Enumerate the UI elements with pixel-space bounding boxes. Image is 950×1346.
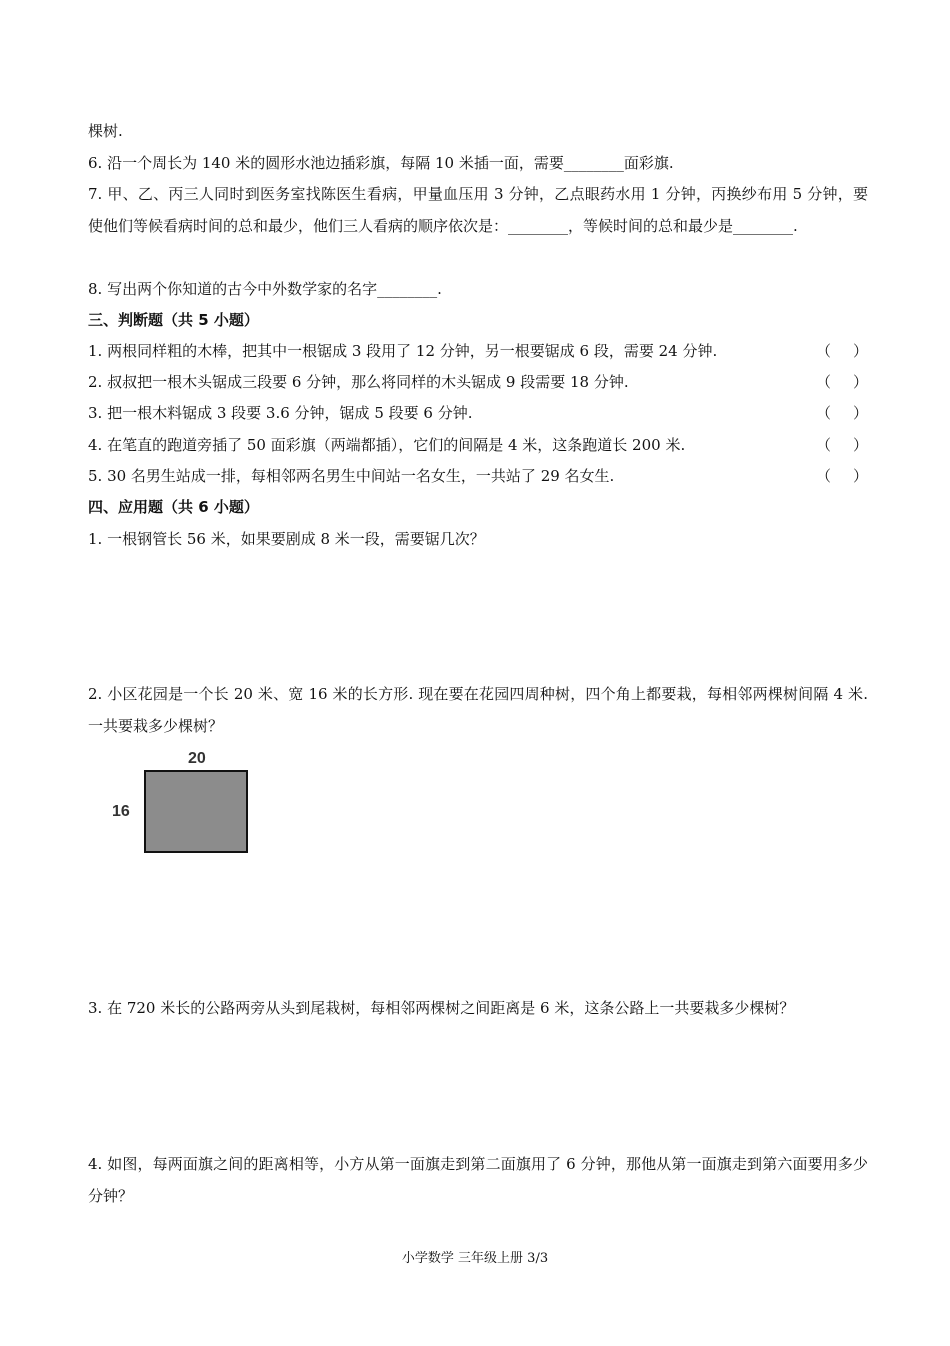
paren-open: （ bbox=[816, 467, 832, 485]
apply-question-2: 2. 小区花园是一个长 20 米、宽 16 米的长方形. 现在要在花园四周种树，四个角上都要栽，每相邻两棵树间隔 4 米. 一共要栽多少棵树？ bbox=[88, 685, 868, 735]
paren-open: （ bbox=[816, 373, 832, 391]
fill-question-8: 8. 写出两个你知道的古今中外数学家的名字________. bbox=[88, 280, 442, 298]
answer-parens[interactable] bbox=[816, 403, 868, 423]
height-label: 16 bbox=[112, 803, 130, 820]
answer-parens[interactable] bbox=[816, 435, 868, 455]
paren-close: ） bbox=[852, 436, 868, 454]
answer-parens[interactable] bbox=[816, 372, 868, 392]
answer-parens[interactable] bbox=[816, 466, 868, 486]
apply-question-1: 1. 一根钢管长 56 米，如果要剧成 8 米一段，需要锯几次？ bbox=[88, 530, 485, 548]
garden-rectangle-figure bbox=[108, 750, 258, 860]
apply-question-3: 3. 在 720 米长的公路两旁从头到尾栽树，每相邻两棵树之间距离是 6 米，这条公路上一共要栽多少棵树？ bbox=[88, 999, 795, 1017]
paren-close: ） bbox=[852, 404, 868, 422]
paren-open: （ bbox=[816, 436, 832, 454]
judge-section-heading: 三、判断题（共 5 小题） bbox=[88, 311, 259, 329]
apply-section-heading: 四、应用题（共 6 小题） bbox=[88, 498, 259, 516]
judge-item-text: 2. 叔叔把一根木头锯成三段要 6 分钟，那么将同样的木头锯成 9 段需要 18 分钟. bbox=[88, 373, 629, 391]
q5-tail: 棵树. bbox=[88, 122, 123, 140]
paren-open: （ bbox=[816, 342, 832, 360]
garden-rectangle bbox=[144, 770, 248, 853]
paren-close: ） bbox=[852, 373, 868, 391]
paren-close: ） bbox=[852, 467, 868, 485]
judge-item-text: 5. 30 名男生站成一排，每相邻两名男生中间站一名女生，一共站了 29 名女生. bbox=[88, 467, 615, 485]
judge-item-text: 4. 在笔直的跑道旁插了 50 面彩旗（两端都插），它们的间隔是 4 米，这条跑道长 200 米. bbox=[88, 436, 686, 454]
judge-item-text: 3. 把一根木料锯成 3 段要 3.6 分钟，锯成 5 段要 6 分钟. bbox=[88, 404, 473, 422]
paren-open: （ bbox=[816, 404, 832, 422]
apply-question-4: 4. 如图，每两面旗之间的距离相等，小方从第一面旗走到第二面旗用了 6 分钟，那他从第一面旗走到第六面要用多少分钟？ bbox=[88, 1155, 868, 1205]
answer-parens[interactable] bbox=[816, 341, 868, 361]
fill-question-6: 6. 沿一个周长为 140 米的圆形水池边插彩旗，每隔 10 米插一面，需要________面彩旗. bbox=[88, 154, 674, 172]
paren-close: ） bbox=[852, 342, 868, 360]
fill-question-7: 7. 甲、乙、丙三人同时到医务室找陈医生看病，甲量血压用 3 分钟，乙点眼药水用 1 分钟，丙换纱布用 5 分钟，要使他们等候看病时间的总和最少，他们三人看病的顺序依次是：________，等候时间的总和最少是________. bbox=[88, 185, 868, 235]
page-footer: 小学数学 三年级上册 3/3 bbox=[401, 1251, 549, 1266]
judge-item-text: 1. 两根同样粗的木棒，把其中一根锯成 3 段用了 12 分钟，另一根要锯成 6 段，需要 24 分钟. bbox=[88, 342, 718, 360]
width-label: 20 bbox=[188, 750, 206, 767]
